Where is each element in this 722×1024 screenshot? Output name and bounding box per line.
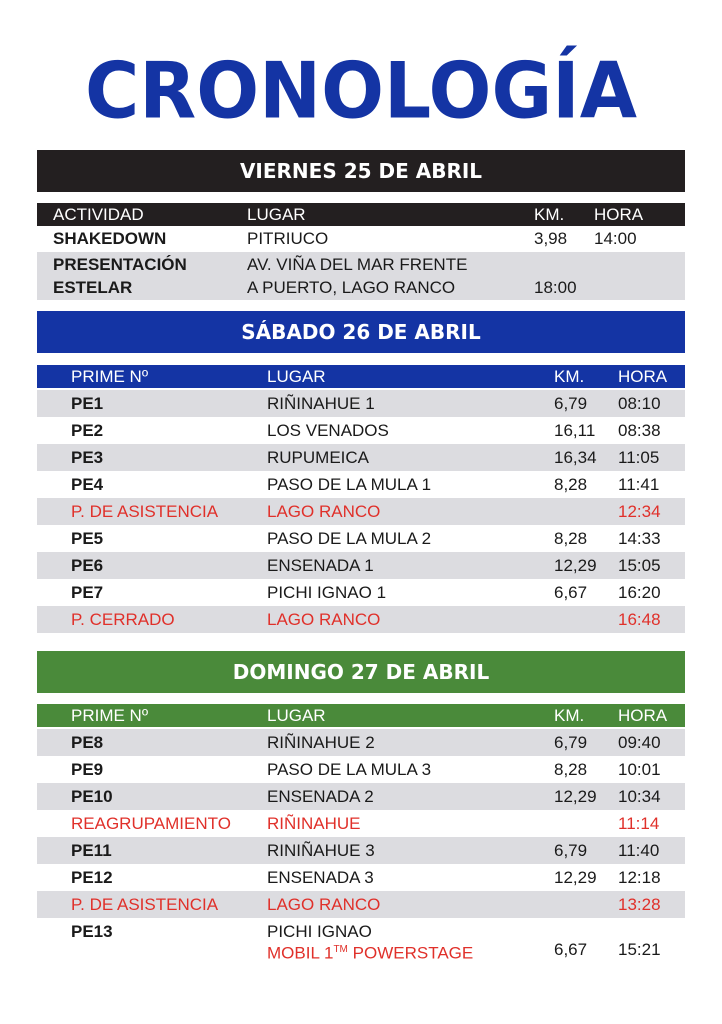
place: LAGO RANCO: [267, 502, 381, 521]
table-row: [37, 891, 685, 918]
stage: PE13: [71, 922, 113, 941]
time: 09:40: [618, 733, 661, 752]
place: PASO DE LA MULA 1: [267, 475, 432, 494]
table-row: [37, 390, 685, 417]
day-header-viernes: VIERNES 25 DE ABRIL: [37, 150, 685, 192]
km: 16,34: [554, 448, 597, 467]
time: 15:05: [618, 556, 661, 575]
km: 12,29: [554, 787, 597, 806]
time: 11:14: [618, 814, 660, 833]
page-title: CRONOLOGÍA: [84, 45, 637, 137]
place-line1: AV. VIÑA DEL MAR FRENTE: [247, 255, 468, 274]
col-hora: HORA: [618, 367, 668, 386]
km: 16,11: [554, 421, 596, 440]
stage: P. CERRADO: [71, 610, 175, 629]
place-line2: MOBIL 1™ POWERSTAGE: [267, 943, 474, 963]
km: 8,28: [554, 529, 588, 548]
place: ENSENADA 2: [267, 787, 374, 806]
place-line1: PICHI IGNAO: [267, 922, 372, 941]
km: 6,79: [554, 841, 588, 860]
col-km: KM.: [554, 367, 585, 386]
col-hora: HORA: [594, 205, 644, 224]
km: 6,67: [554, 940, 588, 959]
place: RINIÑAHUE 3: [267, 841, 375, 860]
place: PICHI IGNAO 1: [267, 583, 387, 602]
place: LAGO RANCO: [267, 610, 381, 629]
place: PASO DE LA MULA 3: [267, 760, 432, 779]
km: 8,28: [554, 475, 588, 494]
col-hora: HORA: [618, 706, 668, 725]
km: 12,29: [554, 868, 597, 887]
col-actividad: ACTIVIDAD: [53, 205, 144, 224]
activity-line2: ESTELAR: [53, 278, 133, 297]
stage: REAGRUPAMIENTO: [71, 814, 231, 833]
time: 08:10: [618, 394, 661, 413]
time: 14:00: [594, 229, 637, 248]
activity-line1: PRESENTACIÓN: [53, 255, 187, 274]
table-header-sabado: [37, 365, 685, 388]
time: 08:38: [618, 421, 661, 440]
place: RIÑINAHUE: [267, 814, 361, 833]
stage: PE8: [71, 733, 104, 752]
table-row: [37, 810, 685, 837]
table-row: [37, 606, 685, 633]
stage: PE4: [71, 475, 104, 494]
place: LAGO RANCO: [267, 895, 381, 914]
table-row: [37, 444, 685, 471]
time: 12:18: [618, 868, 661, 887]
time: 15:21: [618, 940, 661, 959]
place: ENSENADA 1: [267, 556, 374, 575]
col-km: KM.: [534, 205, 565, 224]
table-row: [37, 226, 685, 252]
time: 10:01: [618, 760, 661, 779]
stage: PE7: [71, 583, 104, 602]
table-header-domingo: [37, 704, 685, 727]
activity: SHAKEDOWN: [53, 229, 167, 248]
stage: PE5: [71, 529, 104, 548]
km: 6,79: [554, 733, 588, 752]
km: 6,79: [554, 394, 588, 413]
table-row: [37, 837, 685, 864]
stage: PE12: [71, 868, 113, 887]
place: RUPUMEICA: [267, 448, 370, 467]
table-row: [37, 252, 685, 300]
stage: P. DE ASISTENCIA: [71, 895, 219, 914]
time: 12:34: [618, 502, 661, 521]
stage: PE3: [71, 448, 104, 467]
stage: PE11: [71, 841, 112, 860]
time: 11:05: [618, 448, 660, 467]
place: PITRIUCO: [247, 229, 329, 248]
km: 3,98: [534, 229, 568, 248]
place: RIÑINAHUE 2: [267, 733, 375, 752]
time: 11:41: [618, 475, 660, 494]
stage: PE2: [71, 421, 104, 440]
stage: P. DE ASISTENCIA: [71, 502, 219, 521]
table-row: [37, 417, 685, 444]
km: 12,29: [554, 556, 597, 575]
table-row: [37, 498, 685, 525]
time: 18:00: [534, 278, 577, 297]
col-lugar: LUGAR: [267, 706, 326, 725]
time: 10:34: [618, 787, 661, 806]
table-row: [37, 918, 685, 968]
table-row: [37, 471, 685, 498]
table-row: [37, 552, 685, 579]
time: 16:20: [618, 583, 661, 602]
table-header-viernes: [37, 203, 685, 226]
table-row: [37, 525, 685, 552]
table-row: [37, 783, 685, 810]
stage: PE9: [71, 760, 104, 779]
time: 11:40: [618, 841, 660, 860]
stage: PE6: [71, 556, 104, 575]
place-line2: A PUERTO, LAGO RANCO: [247, 278, 456, 297]
col-km: KM.: [554, 706, 585, 725]
time: 13:28: [618, 895, 661, 914]
place: PASO DE LA MULA 2: [267, 529, 432, 548]
col-lugar: LUGAR: [247, 205, 306, 224]
place: ENSENADA 3: [267, 868, 374, 887]
col-prime: PRIME Nº: [71, 367, 149, 386]
col-prime: PRIME Nº: [71, 706, 149, 725]
place: RIÑINAHUE 1: [267, 394, 375, 413]
table-row: [37, 579, 685, 606]
time: 16:48: [618, 610, 661, 629]
place: LOS VENADOS: [267, 421, 389, 440]
table-row: [37, 729, 685, 756]
col-lugar: LUGAR: [267, 367, 326, 386]
stage: PE10: [71, 787, 113, 806]
time: 14:33: [618, 529, 661, 548]
stage: PE1: [71, 394, 104, 413]
day-header-domingo: DOMINGO 27 DE ABRIL: [37, 651, 685, 693]
km: 6,67: [554, 583, 588, 602]
km: 8,28: [554, 760, 588, 779]
table-row: [37, 864, 685, 891]
table-row: [37, 756, 685, 783]
day-header-sabado: SÁBADO 26 DE ABRIL: [37, 311, 685, 353]
